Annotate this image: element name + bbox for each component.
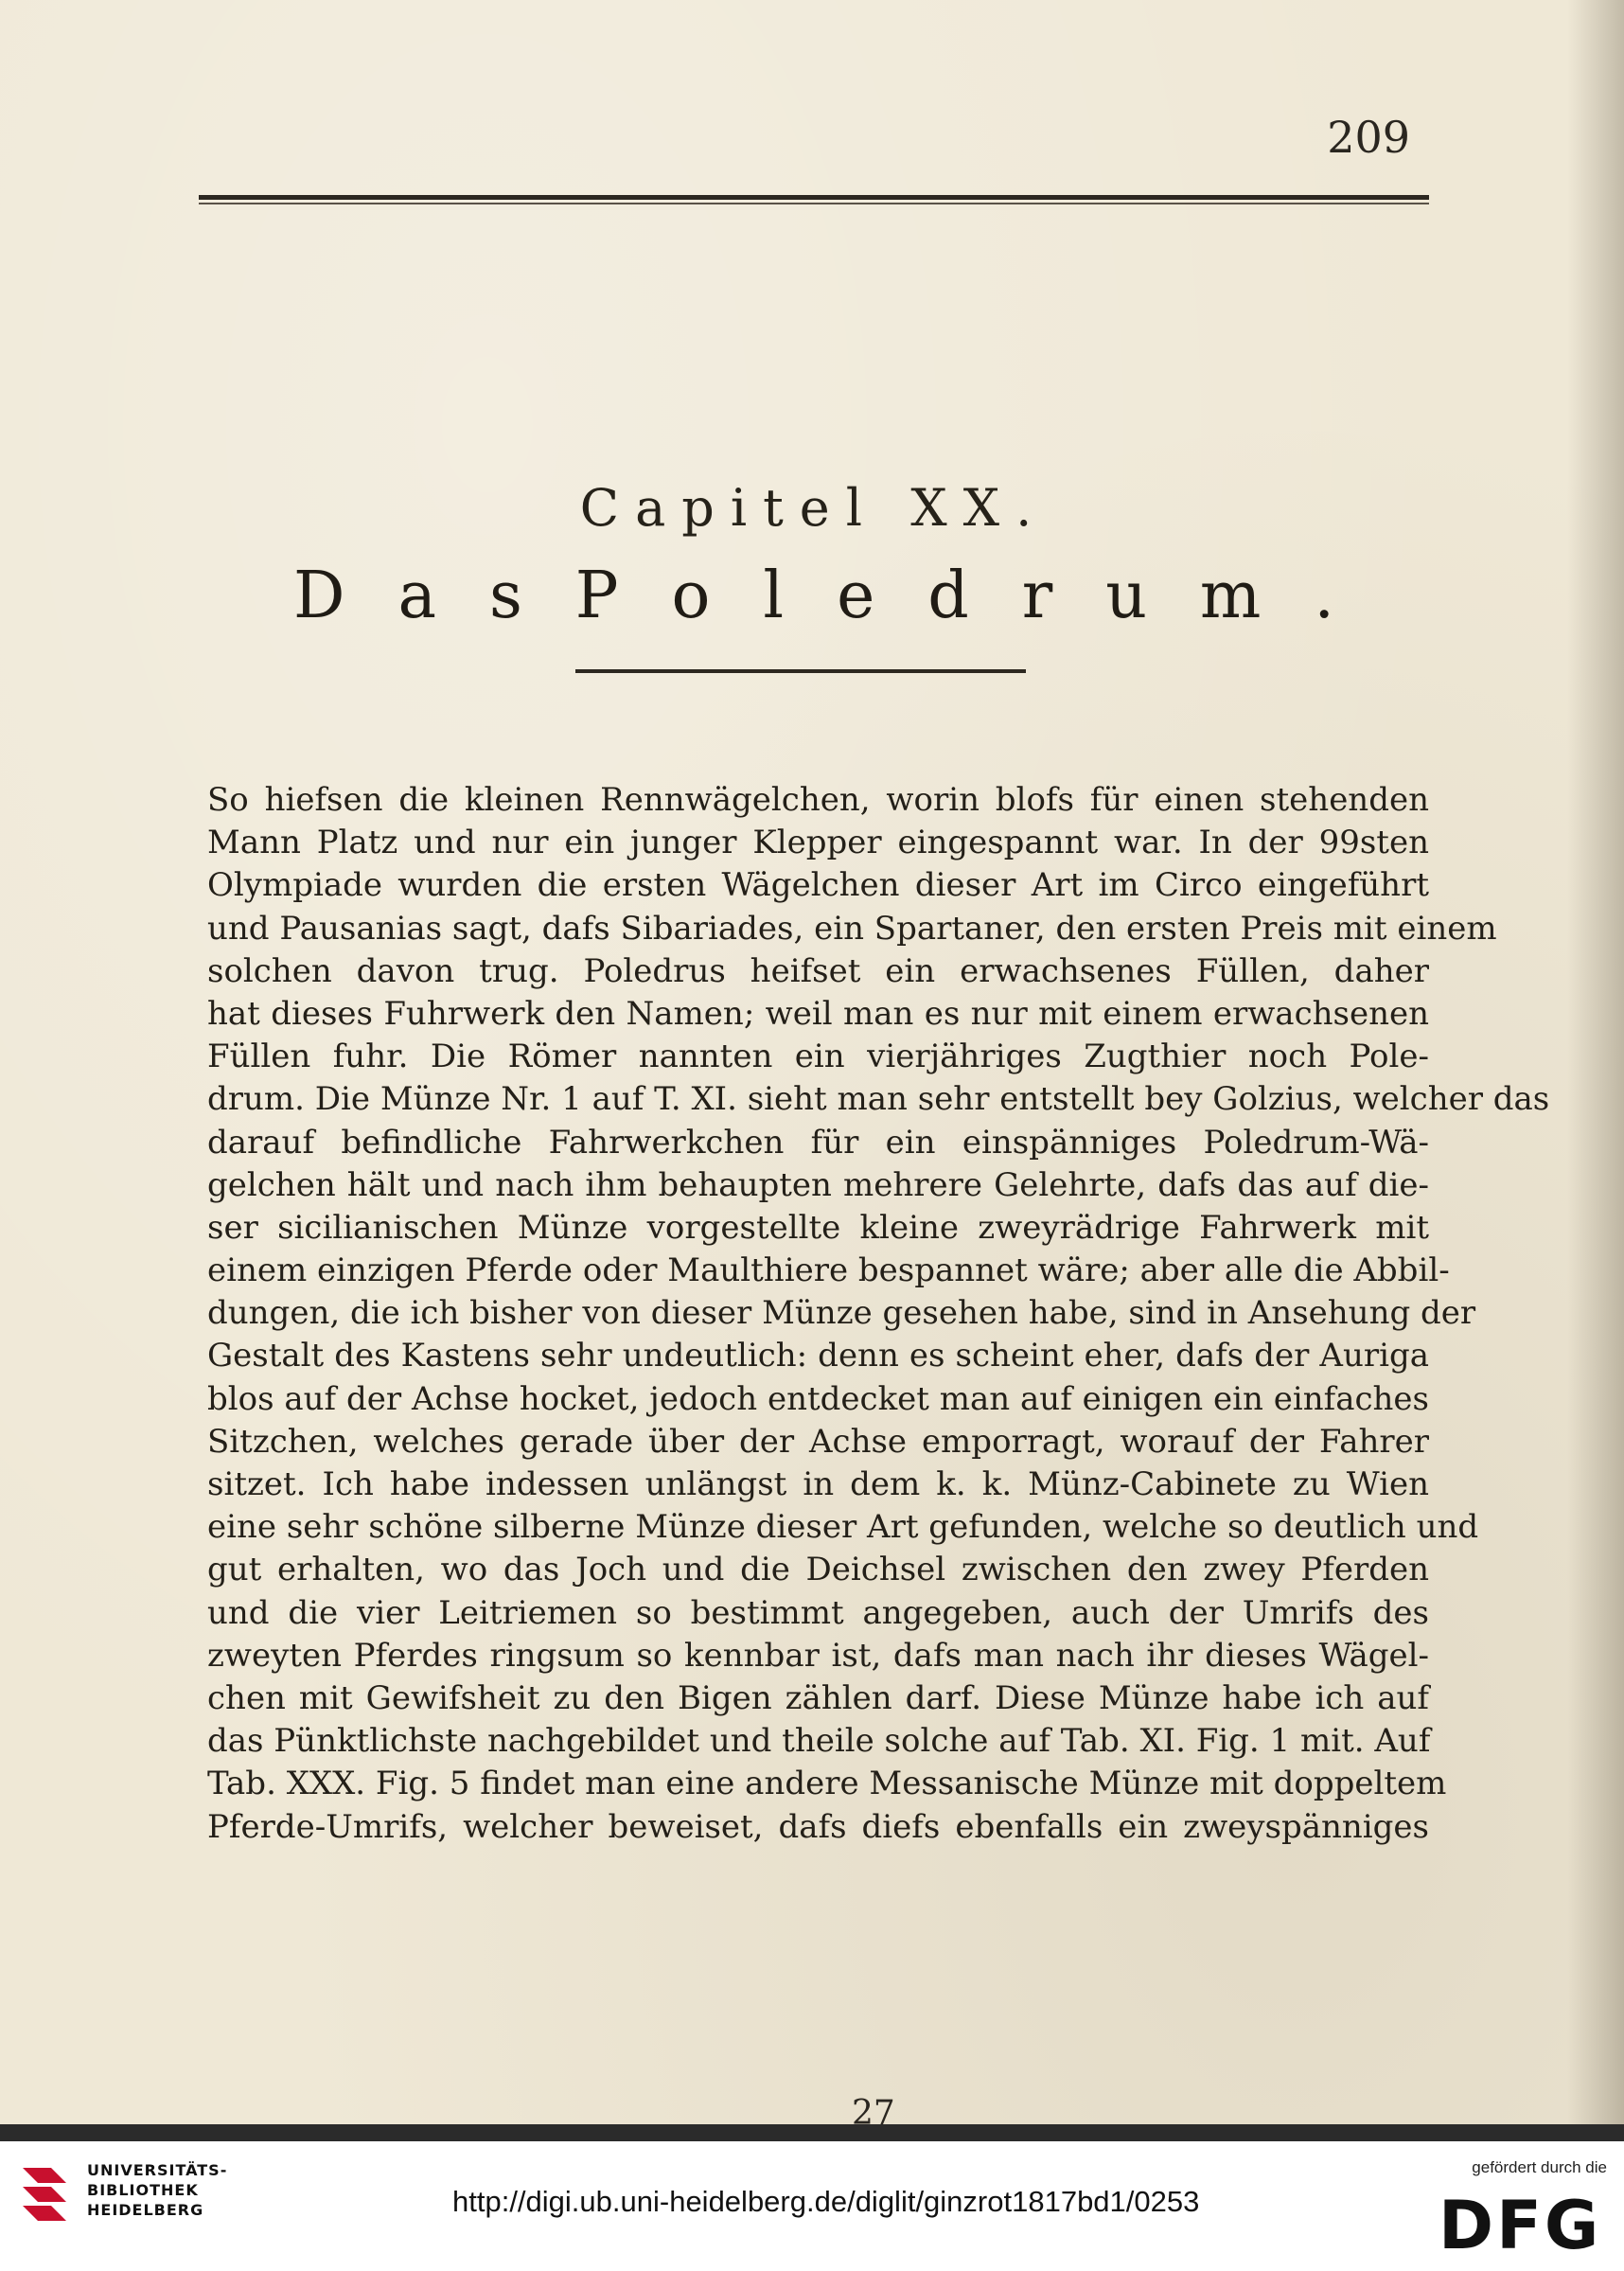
body-line: So hiefsen die kleinen Rennwägelchen, worin blofs für einen stehenden [207,781,1429,819]
chapter-title-letter: o [671,559,711,633]
folio-signature: 27 [852,2094,895,2124]
body-line: solchen davon trug. Poledrus heifset ein erwachsenes Füllen, daher [207,951,1429,990]
body-line: hat dieses Fuhrwerk den Namen; weil man es nur mit einem erwachsenen [207,994,1429,1033]
page-number: 209 [1327,112,1410,163]
chapter-title-letter: e [837,559,875,633]
body-text [207,779,1550,1849]
body-line: das Pünktlichste nachgebildet und theile solche auf Tab. XI. Fig. 1 mit. Auf [207,1722,1431,1761]
title-rule [575,669,1026,673]
body-line: einem einzigen Pferde oder Maulthiere bespannet wäre; aber alle die Abbil- [207,1251,1450,1290]
source-url-link[interactable]: http://digi.ub.uni-heidelberg.de/diglit/ginzrot1817bd1/0253 [452,2185,1200,2218]
chapter-title-letter: . [1314,559,1334,633]
body-line: chen mit Gewifsheit zu den Bigen zählen darf. Diese Münze habe ich auf [207,1678,1429,1717]
body-line: sitzet. Ich habe indessen unlängst in dem k. k. Münz-Cabinete zu Wien [207,1465,1429,1503]
sponsor-label: gefördert durch die [1472,2158,1607,2176]
body-line: blos auf der Achse hocket, jedoch entdecket man auf einigen ein einfaches [207,1379,1429,1418]
body-line: Olympiade wurden die ersten Wägelchen dieser Art im Circo eingeführt [207,866,1429,905]
body-line: eine sehr schöne silberne Münze dieser Art gefunden, welche so deutlich und [207,1508,1479,1547]
body-line: gut erhalten, wo das Joch und die Deichsel zwischen den zwey Pferden [207,1551,1429,1589]
chapter-title-letter: u [1105,559,1147,633]
body-line: Füllen fuhr. Die Römer nannten ein vierjähriges Zugthier noch Pole- [207,1038,1429,1076]
library-name [87,2160,276,2220]
chapter-title-letter: m [1199,559,1262,633]
chapter-title-letter: l [763,559,785,633]
body-line: dungen, die ich bisher von dieser Münze gesehen habe, sind in Ansehung der [207,1294,1476,1333]
body-line: und Pausanias sagt, dafs Sibariades, ein Spartaner, den ersten Preis mit einem [207,909,1497,948]
chapter-heading: Capitel XX. [579,478,1049,538]
body-line: und die vier Leitriemen so bestimmt angegeben, auch der Umrifs des [207,1593,1429,1632]
chapter-title-letter: s [488,559,522,633]
body-line: gelchen hält und nach ihm behaupten mehrere Gelehrte, dafs das auf die- [207,1165,1429,1204]
body-line: Sitzchen, welches gerade über der Achse emporragt, worauf der Fahrer [207,1422,1429,1461]
chapter-title [293,559,1334,633]
body-line: Tab. XXX. Fig. 5 findet man eine andere Messanische Münze mit doppeltem [207,1765,1447,1803]
header-rule [199,195,1429,200]
body-line: darauf befindliche Fahrwerkchen für ein einspänniges Poledrum-Wä- [207,1123,1429,1162]
body-line: ser sicilianischen Münze vorgestellte kleine zweyrädrige Fahrwerk mit [207,1208,1429,1247]
chapter-title-letter: d [927,559,969,633]
body-line: Gestalt des Kastens sehr undeutlich: denn es scheint eher, dafs der Auriga [207,1337,1429,1375]
page-edge-shadow [1567,0,1624,2124]
library-name-line: HEIDELBERG [87,2201,204,2219]
header-rule-thin [199,203,1429,204]
heidelberg-library-logo-icon [19,2164,76,2225]
chapter-title-letter: r [1021,559,1053,633]
chapter-title-letter: D [293,559,345,633]
body-line: Pferde-Umrifs, welcher beweiset, dafs diefs ebenfalls ein zweyspänniges [207,1807,1429,1846]
library-name-line: BIBLIOTHEK [87,2181,199,2199]
body-line: drum. Die Münze Nr. 1 auf T. XI. sieht man sehr entstellt bey Golzius, welcher das [207,1080,1550,1119]
chapter-title-letter: P [574,559,619,633]
library-name-line: UNIVERSITÄTS- [87,2161,228,2179]
body-line: zweyten Pferdes ringsum so kennbar ist, dafs man nach ihr dieses Wägel- [207,1636,1429,1675]
chapter-title-letter: a [397,559,437,633]
body-line: Mann Platz und nur ein junger Klepper eingespannt war. In der 99sten [207,824,1429,862]
dfg-logo: DFG [1439,2187,1602,2264]
